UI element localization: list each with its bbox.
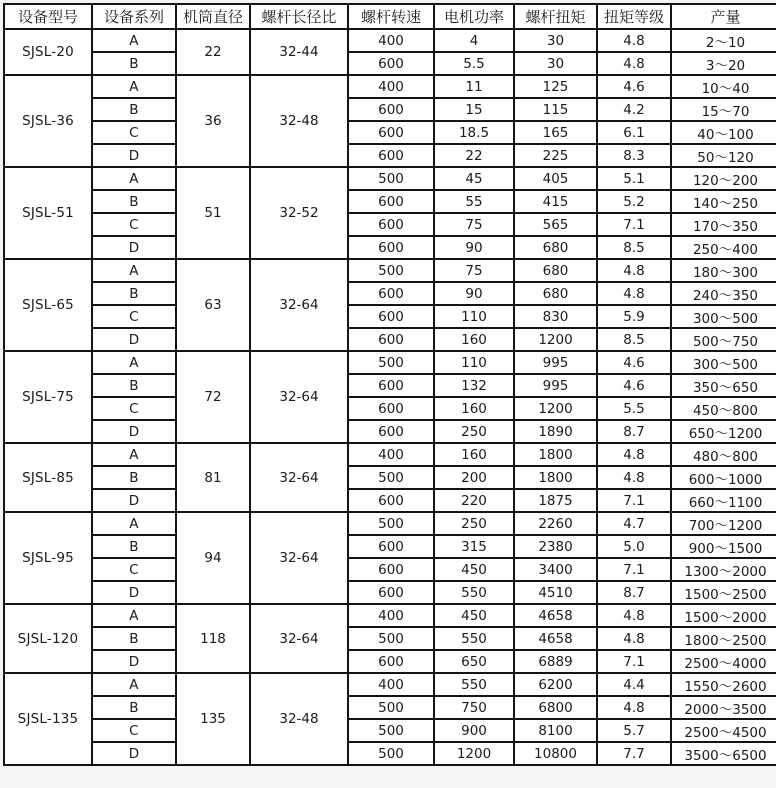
series-cell: D (92, 742, 176, 765)
speed-cell: 600 (348, 535, 434, 558)
ld-ratio-cell: 32-64 (250, 512, 348, 604)
table-row (4, 466, 776, 489)
series-cell: B (92, 190, 176, 213)
series-cell: A (92, 167, 176, 190)
torque-cell: 565 (514, 213, 597, 236)
grade-cell: 8.3 (597, 144, 671, 167)
torque-cell: 680 (514, 236, 597, 259)
speed-cell: 600 (348, 52, 434, 75)
output-cell: 900～1500 (671, 535, 776, 558)
speed-cell: 500 (348, 466, 434, 489)
speed-cell: 500 (348, 627, 434, 650)
output-cell: 240～350 (671, 282, 776, 305)
speed-cell: 500 (348, 719, 434, 742)
model-cell: SJSL-135 (4, 673, 92, 765)
output-cell: 10～40 (671, 75, 776, 98)
power-cell: 315 (434, 535, 514, 558)
output-cell: 120～200 (671, 167, 776, 190)
table-row (4, 351, 776, 374)
series-cell: C (92, 397, 176, 420)
power-cell: 550 (434, 627, 514, 650)
power-cell: 132 (434, 374, 514, 397)
header-cell: 机筒直径 (176, 4, 250, 29)
speed-cell: 600 (348, 282, 434, 305)
table-row (4, 121, 776, 144)
header-cell: 设备系列 (92, 4, 176, 29)
speed-cell: 600 (348, 121, 434, 144)
ld-ratio-cell: 32-48 (250, 75, 348, 167)
series-cell: D (92, 489, 176, 512)
speed-cell: 600 (348, 489, 434, 512)
grade-cell: 4.6 (597, 351, 671, 374)
model-cell: SJSL-51 (4, 167, 92, 259)
series-cell: A (92, 259, 176, 282)
table-row (4, 374, 776, 397)
table-row (4, 742, 776, 765)
torque-cell: 3400 (514, 558, 597, 581)
power-cell: 90 (434, 282, 514, 305)
series-cell: D (92, 328, 176, 351)
output-cell: 480～800 (671, 443, 776, 466)
table-row (4, 190, 776, 213)
model-cell: SJSL-95 (4, 512, 92, 604)
model-cell: SJSL-85 (4, 443, 92, 512)
grade-cell: 7.1 (597, 489, 671, 512)
model-cell: SJSL-75 (4, 351, 92, 443)
torque-cell: 1890 (514, 420, 597, 443)
torque-cell: 1800 (514, 443, 597, 466)
output-cell: 250～400 (671, 236, 776, 259)
output-cell: 2500～4000 (671, 650, 776, 673)
output-cell: 50～120 (671, 144, 776, 167)
grade-cell: 4.7 (597, 512, 671, 535)
grade-cell: 6.1 (597, 121, 671, 144)
grade-cell: 4.6 (597, 374, 671, 397)
torque-cell: 115 (514, 98, 597, 121)
power-cell: 15 (434, 98, 514, 121)
series-cell: D (92, 236, 176, 259)
diameter-cell: 63 (176, 259, 250, 351)
torque-cell: 1875 (514, 489, 597, 512)
header-cell: 螺杆转速 (348, 4, 434, 29)
output-cell: 2500～4500 (671, 719, 776, 742)
power-cell: 450 (434, 558, 514, 581)
table-row (4, 98, 776, 121)
header-cell: 螺杆扭矩 (514, 4, 597, 29)
series-cell: A (92, 604, 176, 627)
power-cell: 650 (434, 650, 514, 673)
grade-cell: 8.5 (597, 236, 671, 259)
series-cell: B (92, 466, 176, 489)
table-row (4, 581, 776, 604)
model-cell: SJSL-36 (4, 75, 92, 167)
power-cell: 250 (434, 512, 514, 535)
speed-cell: 600 (348, 650, 434, 673)
series-cell: A (92, 443, 176, 466)
grade-cell: 4.8 (597, 282, 671, 305)
table-row (4, 535, 776, 558)
speed-cell: 400 (348, 443, 434, 466)
torque-cell: 1200 (514, 397, 597, 420)
output-cell: 450～800 (671, 397, 776, 420)
power-cell: 75 (434, 213, 514, 236)
diameter-cell: 94 (176, 512, 250, 604)
ld-ratio-cell: 32-44 (250, 29, 348, 75)
power-cell: 900 (434, 719, 514, 742)
torque-cell: 1800 (514, 466, 597, 489)
power-cell: 160 (434, 328, 514, 351)
torque-cell: 415 (514, 190, 597, 213)
series-cell: C (92, 213, 176, 236)
grade-cell: 8.5 (597, 328, 671, 351)
speed-cell: 600 (348, 236, 434, 259)
series-cell: C (92, 719, 176, 742)
table-row (4, 604, 776, 627)
torque-cell: 680 (514, 282, 597, 305)
model-cell: SJSL-120 (4, 604, 92, 673)
grade-cell: 7.1 (597, 213, 671, 236)
output-cell: 650～1200 (671, 420, 776, 443)
model-cell: SJSL-65 (4, 259, 92, 351)
table-row (4, 236, 776, 259)
grade-cell: 4.4 (597, 673, 671, 696)
table-row (4, 29, 776, 52)
grade-cell: 5.0 (597, 535, 671, 558)
ld-ratio-cell: 32-64 (250, 259, 348, 351)
speed-cell: 600 (348, 144, 434, 167)
torque-cell: 6800 (514, 696, 597, 719)
table-row (4, 673, 776, 696)
table-row (4, 696, 776, 719)
power-cell: 450 (434, 604, 514, 627)
table-row (4, 75, 776, 98)
speed-cell: 500 (348, 259, 434, 282)
output-cell: 15～70 (671, 98, 776, 121)
torque-cell: 225 (514, 144, 597, 167)
table-row (4, 650, 776, 673)
grade-cell: 5.5 (597, 397, 671, 420)
grade-cell: 4.8 (597, 52, 671, 75)
power-cell: 45 (434, 167, 514, 190)
output-cell: 3～20 (671, 52, 776, 75)
series-cell: B (92, 627, 176, 650)
torque-cell: 995 (514, 351, 597, 374)
diameter-cell: 72 (176, 351, 250, 443)
torque-cell: 30 (514, 29, 597, 52)
torque-cell: 10800 (514, 742, 597, 765)
output-cell: 600～1000 (671, 466, 776, 489)
grade-cell: 7.1 (597, 558, 671, 581)
speed-cell: 600 (348, 190, 434, 213)
output-cell: 2000～3500 (671, 696, 776, 719)
grade-cell: 4.8 (597, 696, 671, 719)
series-cell: D (92, 581, 176, 604)
speed-cell: 500 (348, 696, 434, 719)
grade-cell: 4.8 (597, 627, 671, 650)
power-cell: 550 (434, 673, 514, 696)
grade-cell: 4.8 (597, 604, 671, 627)
output-cell: 2～10 (671, 29, 776, 52)
model-cell: SJSL-20 (4, 29, 92, 75)
table-row (4, 144, 776, 167)
series-cell: C (92, 558, 176, 581)
series-cell: B (92, 374, 176, 397)
table-row (4, 627, 776, 650)
grade-cell: 5.1 (597, 167, 671, 190)
output-cell: 180～300 (671, 259, 776, 282)
table-row (4, 489, 776, 512)
speed-cell: 500 (348, 512, 434, 535)
table-row (4, 213, 776, 236)
output-cell: 3500～6500 (671, 742, 776, 765)
power-cell: 550 (434, 581, 514, 604)
torque-cell: 6200 (514, 673, 597, 696)
power-cell: 250 (434, 420, 514, 443)
table-row (4, 167, 776, 190)
header-row (4, 4, 776, 29)
speed-cell: 500 (348, 742, 434, 765)
power-cell: 110 (434, 305, 514, 328)
output-cell: 660～1100 (671, 489, 776, 512)
table-row (4, 558, 776, 581)
speed-cell: 600 (348, 581, 434, 604)
torque-cell: 405 (514, 167, 597, 190)
diameter-cell: 36 (176, 75, 250, 167)
series-cell: D (92, 650, 176, 673)
torque-cell: 4658 (514, 627, 597, 650)
speed-cell: 600 (348, 98, 434, 121)
grade-cell: 4.8 (597, 259, 671, 282)
power-cell: 110 (434, 351, 514, 374)
power-cell: 4 (434, 29, 514, 52)
torque-cell: 4658 (514, 604, 597, 627)
speed-cell: 400 (348, 75, 434, 98)
output-cell: 500～750 (671, 328, 776, 351)
diameter-cell: 22 (176, 29, 250, 75)
power-cell: 55 (434, 190, 514, 213)
table-row (4, 512, 776, 535)
series-cell: B (92, 282, 176, 305)
series-cell: A (92, 673, 176, 696)
power-cell: 90 (434, 236, 514, 259)
power-cell: 22 (434, 144, 514, 167)
speed-cell: 400 (348, 604, 434, 627)
table-row (4, 443, 776, 466)
grade-cell: 4.8 (597, 29, 671, 52)
power-cell: 1200 (434, 742, 514, 765)
power-cell: 11 (434, 75, 514, 98)
grade-cell: 8.7 (597, 581, 671, 604)
table-row (4, 305, 776, 328)
torque-cell: 8100 (514, 719, 597, 742)
speed-cell: 400 (348, 29, 434, 52)
torque-cell: 165 (514, 121, 597, 144)
torque-cell: 995 (514, 374, 597, 397)
ld-ratio-cell: 32-64 (250, 443, 348, 512)
header-cell: 产量 (671, 4, 776, 29)
series-cell: A (92, 29, 176, 52)
power-cell: 5.5 (434, 52, 514, 75)
ld-ratio-cell: 32-52 (250, 167, 348, 259)
header-cell: 设备型号 (4, 4, 92, 29)
series-cell: D (92, 144, 176, 167)
series-cell: A (92, 351, 176, 374)
diameter-cell: 81 (176, 443, 250, 512)
series-cell: B (92, 98, 176, 121)
ld-ratio-cell: 32-48 (250, 673, 348, 765)
speed-cell: 600 (348, 328, 434, 351)
output-cell: 1300～2000 (671, 558, 776, 581)
series-cell: A (92, 512, 176, 535)
series-cell: C (92, 305, 176, 328)
power-cell: 160 (434, 443, 514, 466)
grade-cell: 5.7 (597, 719, 671, 742)
grade-cell: 4.8 (597, 443, 671, 466)
torque-cell: 6889 (514, 650, 597, 673)
table-row (4, 282, 776, 305)
table-row (4, 420, 776, 443)
torque-cell: 2380 (514, 535, 597, 558)
output-cell: 350～650 (671, 374, 776, 397)
grade-cell: 7.7 (597, 742, 671, 765)
speed-cell: 400 (348, 673, 434, 696)
output-cell: 1800～2500 (671, 627, 776, 650)
power-cell: 75 (434, 259, 514, 282)
output-cell: 1500～2500 (671, 581, 776, 604)
table-body (4, 29, 776, 765)
series-cell: A (92, 75, 176, 98)
table-row (4, 719, 776, 742)
power-cell: 160 (434, 397, 514, 420)
table-row (4, 259, 776, 282)
torque-cell: 30 (514, 52, 597, 75)
grade-cell: 5.9 (597, 305, 671, 328)
output-cell: 40～100 (671, 121, 776, 144)
output-cell: 1500～2000 (671, 604, 776, 627)
speed-cell: 600 (348, 420, 434, 443)
torque-cell: 1200 (514, 328, 597, 351)
speed-cell: 600 (348, 374, 434, 397)
grade-cell: 4.2 (597, 98, 671, 121)
power-cell: 220 (434, 489, 514, 512)
table-row (4, 328, 776, 351)
series-cell: C (92, 121, 176, 144)
output-cell: 700～1200 (671, 512, 776, 535)
speed-cell: 500 (348, 351, 434, 374)
output-cell: 1550～2600 (671, 673, 776, 696)
ld-ratio-cell: 32-64 (250, 351, 348, 443)
torque-cell: 4510 (514, 581, 597, 604)
output-cell: 300～500 (671, 305, 776, 328)
torque-cell: 830 (514, 305, 597, 328)
power-cell: 18.5 (434, 121, 514, 144)
grade-cell: 4.6 (597, 75, 671, 98)
table-row (4, 397, 776, 420)
equipment-spec-table (3, 3, 776, 766)
grade-cell: 7.1 (597, 650, 671, 673)
torque-cell: 2260 (514, 512, 597, 535)
header-cell: 电机功率 (434, 4, 514, 29)
torque-cell: 125 (514, 75, 597, 98)
header-cell: 螺杆长径比 (250, 4, 348, 29)
output-cell: 170～350 (671, 213, 776, 236)
diameter-cell: 118 (176, 604, 250, 673)
grade-cell: 8.7 (597, 420, 671, 443)
power-cell: 750 (434, 696, 514, 719)
diameter-cell: 135 (176, 673, 250, 765)
table-row (4, 52, 776, 75)
series-cell: B (92, 535, 176, 558)
grade-cell: 5.2 (597, 190, 671, 213)
series-cell: B (92, 52, 176, 75)
power-cell: 200 (434, 466, 514, 489)
speed-cell: 500 (348, 167, 434, 190)
series-cell: B (92, 696, 176, 719)
speed-cell: 600 (348, 305, 434, 328)
output-cell: 140～250 (671, 190, 776, 213)
grade-cell: 4.8 (597, 466, 671, 489)
speed-cell: 600 (348, 558, 434, 581)
series-cell: D (92, 420, 176, 443)
speed-cell: 600 (348, 213, 434, 236)
header-cell: 扭矩等级 (597, 4, 671, 29)
torque-cell: 680 (514, 259, 597, 282)
output-cell: 300～500 (671, 351, 776, 374)
ld-ratio-cell: 32-64 (250, 604, 348, 673)
speed-cell: 600 (348, 397, 434, 420)
diameter-cell: 51 (176, 167, 250, 259)
